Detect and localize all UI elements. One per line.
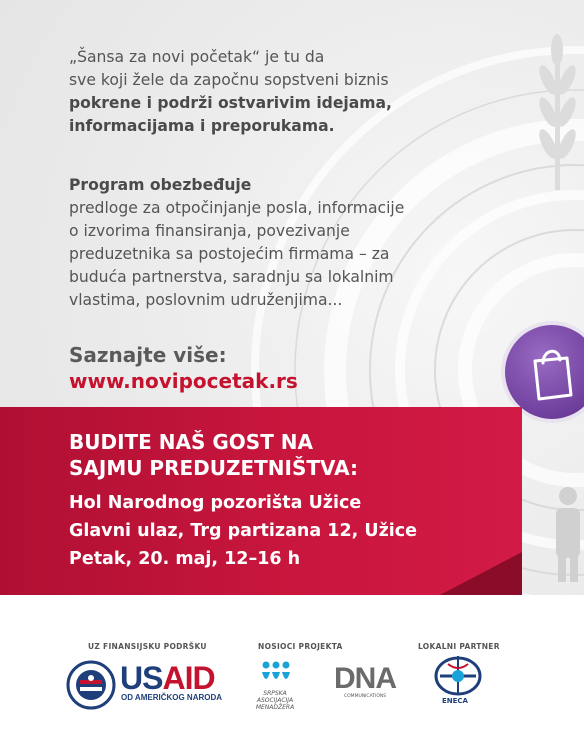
program-line: o izvorima finansiranja, povezivanje (69, 222, 350, 240)
program-line: preduzetnika sa postojećim firmama – za (69, 245, 390, 263)
intro-text (69, 46, 489, 138)
banner-title-line: SAJMU PREDUZETNIŠTVA: (69, 456, 358, 480)
learn-more-label: Saznajte više: (69, 343, 227, 367)
eneca-logo-icon (432, 652, 484, 698)
sam-subtitle: SRPSKA ASOCIJACIJA MENADŽERA (255, 690, 295, 711)
shopping-bag-icon (505, 325, 584, 419)
wheat-icon (536, 34, 579, 190)
usaid-logo: USAID (120, 660, 215, 696)
program-line: vlastima, poslovnim udruženjima... (69, 291, 343, 309)
usaid-seal-icon (66, 660, 116, 710)
shopping-bag-badge (505, 325, 584, 419)
intro-line: „Šansa za novi početak“ je tu da (69, 48, 325, 66)
dna-logo: DNA (334, 662, 396, 695)
people-icon (548, 484, 584, 584)
program-text (69, 174, 489, 312)
event-details (69, 489, 509, 573)
program-line: buduća partnerstva, saradnju sa lokalnim (69, 268, 394, 286)
event-address: Glavni ulaz, Trg partizana 12, Užice (69, 521, 418, 541)
event-venue: Hol Narodnog pozorišta Užice (69, 493, 362, 513)
local-partner-label: LOKALNI PARTNER (418, 642, 500, 651)
program-heading: Program obezbeđuje (69, 176, 252, 194)
banner-title (69, 429, 509, 481)
project-bearers-label: NOSIOCI PROJEKTA (258, 642, 343, 651)
program-line: predloge za otpočinjanje posla, informacije (69, 199, 405, 217)
eneca-label: ENECA (442, 697, 468, 705)
intro-line: informacijama i preporukama. (69, 117, 335, 135)
intro-line: pokrene i podrži ostvarivim idejama, (69, 94, 392, 112)
financial-support-label: UZ FINANSIJSKU PODRŠKU (88, 642, 207, 651)
intro-line: sve koji žele da započnu sopstveni biznis (69, 71, 389, 89)
event-date: Petak, 20. maj, 12–16 h (69, 549, 301, 569)
dna-subtitle: COMMUNICATIONS (344, 694, 387, 699)
website-link[interactable]: www.novipocetak.rs (69, 369, 298, 393)
banner-title-line: BUDITE NAŠ GOST NA (69, 430, 314, 454)
usaid-subtitle: OD AMERIČKOG NARODA (121, 693, 223, 702)
sam-logo-icon (258, 660, 294, 690)
